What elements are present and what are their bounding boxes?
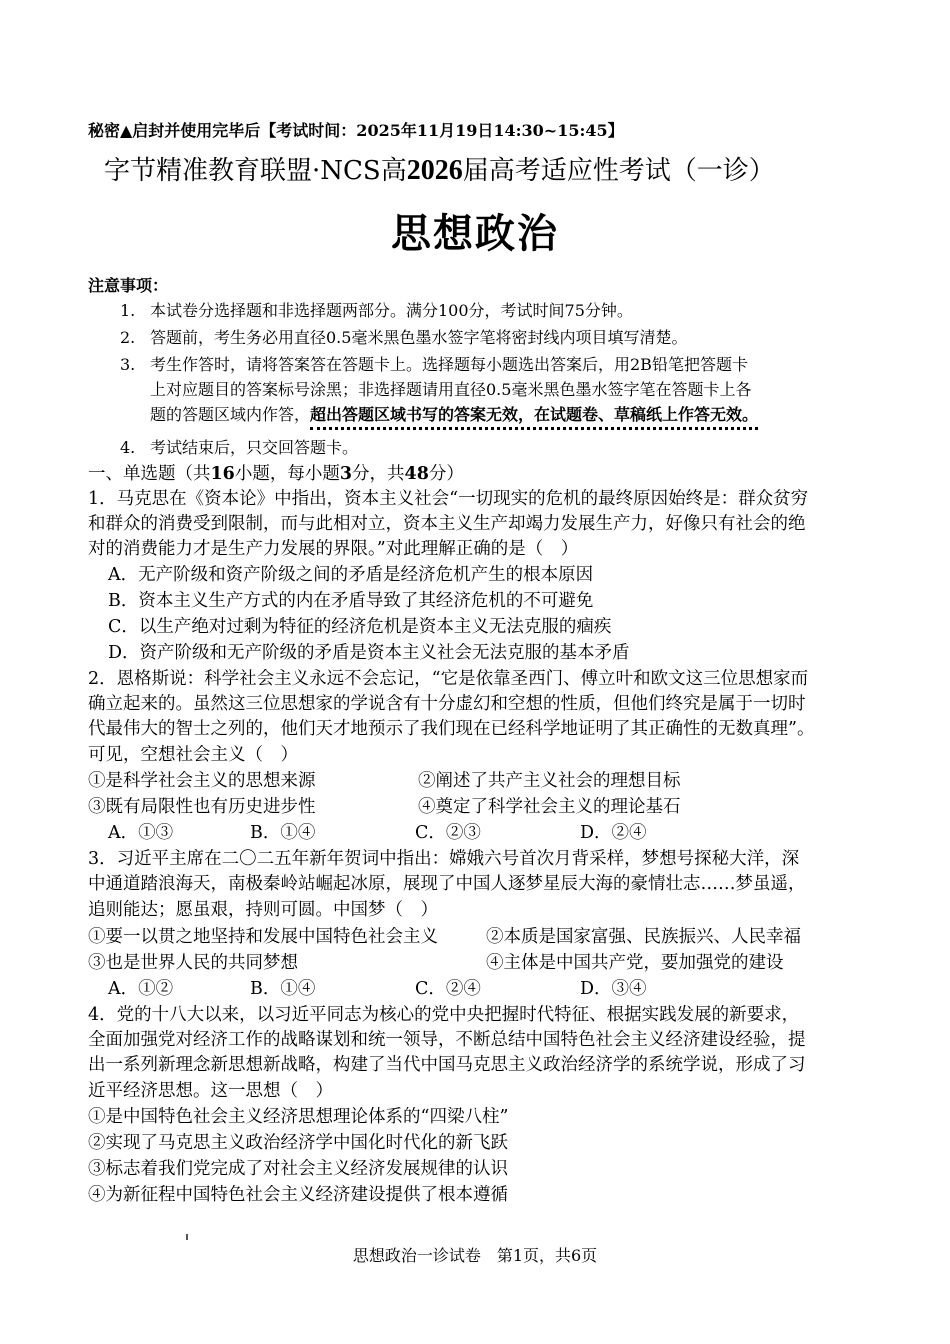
- q1-stem-line-3: 对的消费能力才是生产力发展的界限。”对此理解正确的是（ ）: [88, 539, 579, 559]
- q2-item-4: ④奠定了科学社会主义的理论基石: [418, 797, 681, 817]
- q2-choice-a: A．①③: [108, 823, 174, 843]
- q3-choice-a: A．①②: [108, 979, 174, 999]
- notice-item-4-number: 4.: [120, 438, 136, 457]
- exam-title-year: 2026: [406, 155, 463, 186]
- q2-stem-line-3: 代最伟大的智士之列的，他们天才地预示了我们现在已经科学地证明了其正确性的无数真理”。: [88, 719, 815, 739]
- notice-item-3-number: 3.: [120, 355, 136, 374]
- q2-choice-c: C．②③: [415, 823, 481, 843]
- q3-choice-c: C．②④: [415, 979, 481, 999]
- section-heading-part-b: 小题，每小题: [234, 464, 340, 484]
- subject-title: 思想政治: [391, 211, 559, 257]
- q2-stem-line-1: 2．恩格斯说：科学社会主义永远不会忘记，“它是依靠圣西门、傅立叶和欧文这三位思想家而: [88, 669, 809, 689]
- q3-item-2: ②本质是国家富强、民族振兴、人民幸福: [486, 927, 801, 947]
- q4-stem-line-4: 近平经济思想。这一思想（ ）: [88, 1081, 333, 1101]
- q3-stem-line-2: 中通道踏浪海天，南极秦岭站崛起冰原，展现了中国人逐梦星辰大海的豪情壮志……梦虽遥，: [88, 874, 806, 894]
- notice-item-3-line-3-text: 题的答题区域内作答，: [150, 405, 311, 424]
- notice-item-3-line-3: [150, 403, 758, 427]
- q4-stem-line-3: 出一系列新理念新思想新战略，构建了当代中国马克思主义政治经济学的系统学说，形成了习: [88, 1055, 806, 1075]
- q1-stem-line-1: 1．马克思在《资本论》中指出，资本主义社会“一切现实的危机的最终原因始终是：群众贫穷: [88, 489, 809, 509]
- section-heading-part-d: 分）: [428, 464, 464, 484]
- q1-option-b: B．资本主义生产方式的内在矛盾导致了其经济危机的不可避免: [108, 591, 594, 611]
- notice-title: 注意事项：: [88, 276, 169, 295]
- section-heading: [88, 462, 464, 486]
- q4-stem-line-2: 全面加强党对经济工作的战略谋划和统一领导，不断总结中国特色社会主义经济建设经验，提: [88, 1030, 806, 1050]
- notice-item-1-text: 本试卷分选择题和非选择题两部分。满分100分，考试时间75分钟。: [150, 301, 633, 320]
- section-total-score: 48: [404, 464, 429, 484]
- notice-item-2-text: 答题前，考生务必用直径0.5毫米黑色墨水签字笔将密封线内项目填写清楚。: [150, 328, 688, 347]
- section-question-count: 16: [210, 464, 235, 484]
- q1-stem-line-2: 和群众的消费受到限制，而与此相对立，资本主义生产却竭力发展生产力，好像只有社会的绝: [88, 514, 806, 534]
- q4-item-3: ③标志着我们党完成了对社会主义经济发展规律的认识: [88, 1159, 508, 1179]
- section-heading-part-c: 分，共: [352, 464, 405, 484]
- q3-stem-line-3: 追则能达；愿虽艰，持则可圆。中国梦（ ）: [88, 900, 438, 920]
- stray-mark: [186, 1234, 188, 1240]
- q3-item-3: ③也是世界人民的共同梦想: [88, 953, 298, 973]
- q4-item-2: ②实现了马克思主义政治经济学中国化时代化的新飞跃: [88, 1133, 508, 1153]
- q4-stem-line-1: 4．党的十八大以来，以习近平同志为核心的党中央把握时代特征、根据实践发展的新要求，: [88, 1005, 800, 1025]
- confidential-notice: 秘密▲启封并使用完毕后【考试时间：2025年11月19日14:30~15:45】: [88, 121, 624, 140]
- q2-stem-line-2: 确立起来的。虽然这三位思想家的学说含有十分虚幻和空想的性质，但他们终究是属于一切时: [88, 694, 806, 714]
- notice-item-2-number: 2.: [120, 328, 136, 347]
- notice-item-4-text: 考试结束后，只交回答题卡。: [150, 438, 359, 457]
- q2-choice-d: D．②④: [580, 823, 647, 843]
- exam-title: [104, 154, 775, 188]
- q2-choice-b: B．①④: [250, 823, 316, 843]
- q3-item-4: ④主体是中国共产党，要加强党的建设: [486, 953, 784, 973]
- q2-item-2: ②阐述了共产主义社会的理想目标: [418, 771, 681, 791]
- section-score-each: 3: [339, 464, 353, 484]
- q1-option-c: C．以生产绝对过剩为特征的经济危机是资本主义无法克服的痼疾: [108, 617, 612, 637]
- q1-option-a: A．无产阶级和资产阶级之间的矛盾是经济危机产生的根本原因: [108, 565, 594, 585]
- q3-stem-line-1: 3．习近平主席在二〇二五年新年贺词中指出：嫦娥六号首次月背采样，梦想号探秘大洋，深: [88, 849, 800, 869]
- exam-title-prefix: 字节精准教育联盟·NCS高: [104, 156, 407, 186]
- q3-choice-d: D．③④: [580, 979, 647, 999]
- q1-option-d: D．资产阶级和无产阶级的矛盾是资本主义社会无法克服的基本矛盾: [108, 643, 630, 663]
- page-footer: 思想政治一诊试卷 第1页，共6页: [352, 1246, 598, 1265]
- q2-item-3: ③既有局限性也有历史进步性: [88, 797, 316, 817]
- q3-item-1: ①要一以贯之地坚持和发展中国特色社会主义: [88, 927, 438, 947]
- notice-item-3-line-2: 上对应题目的答案标号涂黑；非选择题请用直径0.5毫米黑色墨水签字笔在答题卡上各: [150, 380, 752, 399]
- q2-stem-line-4: 可见，空想社会主义（ ）: [88, 745, 298, 765]
- exam-title-suffix: 届高考适应性考试（一诊）: [462, 156, 775, 186]
- notice-item-3-emphasis: 超出答题区域书写的答案无效，在试题卷、草稿纸上作答无效。: [310, 405, 758, 430]
- notice-item-1-number: 1.: [120, 301, 136, 320]
- section-heading-part-a: 一、单选题（共: [88, 464, 211, 484]
- q4-item-4: ④为新征程中国特色社会主义经济建设提供了根本遵循: [88, 1185, 508, 1205]
- notice-item-3-line-1: 考生作答时，请将答案答在答题卡上。选择题每小题选出答案后，用2B铅笔把答题卡: [150, 355, 748, 374]
- q2-item-1: ①是科学社会主义的思想来源: [88, 771, 316, 791]
- q4-item-1: ①是中国特色社会主义经济思想理论体系的“四梁八柱”: [88, 1107, 509, 1127]
- q3-choice-b: B．①④: [250, 979, 316, 999]
